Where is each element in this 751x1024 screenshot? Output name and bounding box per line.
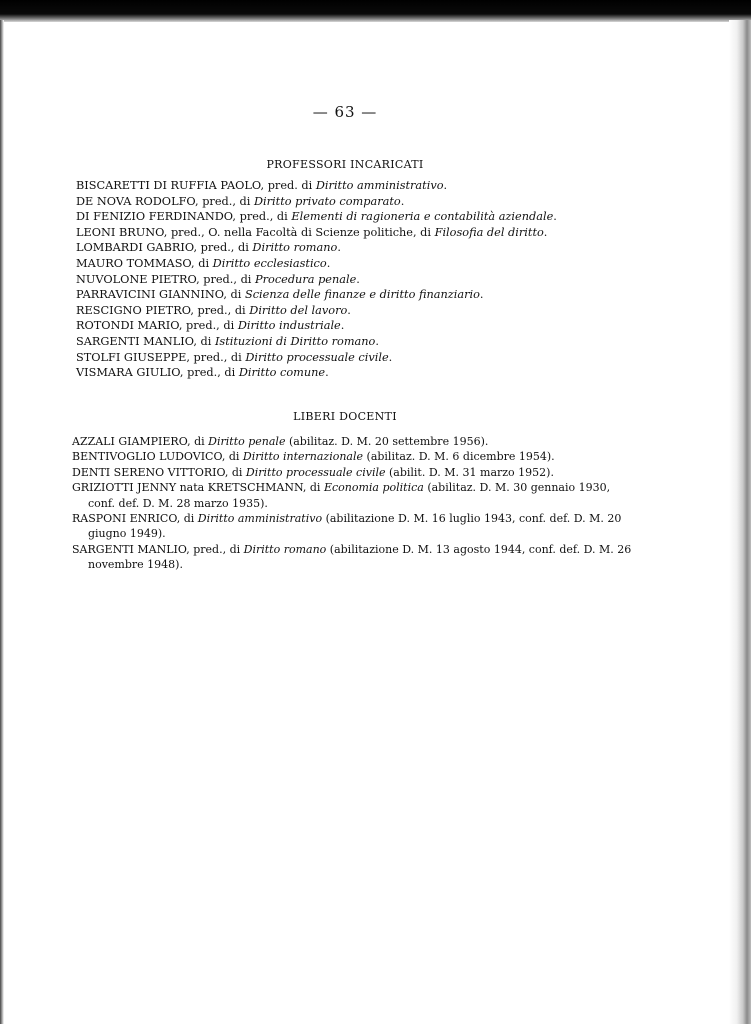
list-item bbox=[76, 365, 636, 381]
entry-tail: . bbox=[543, 225, 548, 239]
entry-mid: , pred., di bbox=[186, 542, 244, 556]
entry-mid: , pred., di bbox=[186, 350, 246, 364]
entry-subject: Diritto amministrativo bbox=[197, 512, 323, 526]
list-item bbox=[72, 465, 632, 480]
entry-name: RESCIGNO PIETRO bbox=[76, 303, 191, 317]
list-item bbox=[76, 209, 636, 225]
entry-tail: . bbox=[553, 210, 557, 224]
entry-mid: , pred., di bbox=[195, 194, 254, 208]
entry-tail: . bbox=[326, 256, 331, 270]
list-item bbox=[72, 480, 632, 511]
entry-tail: (abilitazione D. M. 16 luglio 1943, conf. def. D. M. 20 giugno 1949). bbox=[88, 512, 622, 541]
entry-tail: (abilitaz. D. M. 30 gennaio 1930, conf. def. D. M. 28 marzo 1935). bbox=[88, 481, 611, 510]
entry-name: PARRAVICINI GIANNINO bbox=[76, 288, 224, 302]
entry-subject: Diritto amministrativo bbox=[315, 179, 444, 192]
entry-name: DI FENIZIO FERDINANDO bbox=[76, 210, 233, 224]
list-item bbox=[76, 240, 636, 256]
list-item bbox=[72, 511, 632, 542]
entry-mid: , pred., di bbox=[190, 303, 250, 317]
entry-subject: Procedura penale bbox=[255, 272, 357, 286]
list-item bbox=[76, 303, 636, 319]
heading-liberi-docenti: LIBERI DOCENTI bbox=[293, 410, 397, 423]
entry-name: AZZALI GIAMPIERO bbox=[72, 435, 188, 448]
page-number: — 63 — bbox=[312, 103, 378, 121]
entry-subject: Diritto penale bbox=[208, 435, 286, 448]
entry-mid: , di bbox=[193, 334, 215, 348]
entry-name: BISCARETTI DI RUFFIA PAOLO bbox=[76, 179, 261, 192]
entry-tail: . bbox=[400, 194, 405, 208]
list-item bbox=[76, 287, 636, 303]
entry-name: STOLFI GIUSEPPE bbox=[76, 350, 187, 364]
entry-name: LEONI BRUNO bbox=[76, 225, 164, 239]
entry-tail: . bbox=[340, 319, 345, 333]
entry-tail: (abilitaz. D. M. 20 settembre 1956). bbox=[285, 435, 489, 448]
entry-name: SARGENTI MANLIO bbox=[76, 334, 194, 348]
entry-mid: , pred., di bbox=[232, 210, 292, 224]
professori-list bbox=[76, 178, 636, 381]
entry-tail: (abilitaz. D. M. 6 dicembre 1954). bbox=[363, 450, 555, 464]
entry-subject: Diritto processuale civile bbox=[245, 350, 389, 364]
entry-subject: Diritto privato comparato bbox=[253, 194, 401, 208]
entry-subject: Economia politica bbox=[323, 481, 424, 495]
entry-tail: . bbox=[356, 272, 360, 286]
entry-mid: , di bbox=[224, 465, 246, 479]
entry-mid: , di bbox=[223, 288, 245, 302]
entry-subject: Diritto comune bbox=[238, 366, 326, 380]
entry-subject: Scienza delle finanze e diritto finanziario bbox=[244, 288, 480, 302]
list-item bbox=[76, 318, 636, 334]
entry-subject: Diritto romano bbox=[243, 542, 327, 556]
entry-subject: Diritto del lavoro bbox=[249, 303, 348, 317]
entry-name: NUVOLONE PIETRO bbox=[76, 272, 197, 286]
entry-name: DE NOVA RODOLFO bbox=[76, 194, 196, 208]
list-item bbox=[76, 334, 636, 350]
list-item bbox=[72, 542, 632, 573]
entry-subject: Filosofia del diritto bbox=[434, 225, 544, 239]
entry-mid: , di bbox=[221, 450, 243, 464]
entry-name: BENTIVOGLIO LUDOVICO bbox=[72, 450, 222, 464]
list-item bbox=[72, 434, 632, 449]
list-item bbox=[76, 272, 636, 288]
list-item bbox=[76, 225, 636, 241]
entry-mid: , pred., di bbox=[178, 319, 238, 333]
list-item bbox=[76, 194, 636, 210]
entry-tail: (abilit. D. M. 31 marzo 1952). bbox=[385, 465, 554, 479]
entry-mid: , di bbox=[176, 512, 198, 526]
list-item bbox=[72, 449, 632, 464]
entry-name: RASPONI ENRICO bbox=[72, 512, 177, 526]
entry-name: MAURO TOMMASO bbox=[76, 256, 192, 270]
entry-name: DENTI SERENO VITTORIO bbox=[72, 465, 225, 479]
entry-subject: Diritto ecclesiastico bbox=[212, 256, 327, 270]
entry-mid: , pred., di bbox=[193, 241, 253, 255]
entry-mid: , di bbox=[187, 435, 209, 448]
entry-subject: Istituzioni di Diritto romano bbox=[214, 334, 376, 348]
entry-name: SARGENTI MANLIO bbox=[72, 542, 187, 556]
entry-subject: Elementi di ragioneria e contabilità aziendale bbox=[291, 210, 554, 224]
entry-mid: , pred., di bbox=[179, 366, 239, 380]
scan-right-edge bbox=[729, 20, 751, 1024]
entry-subject: Diritto processuale civile bbox=[245, 465, 386, 479]
entry-subject: Diritto industriale bbox=[237, 319, 341, 333]
entry-mid: , pred., O. nella Facoltà di Scienze politiche, di bbox=[163, 225, 435, 239]
entry-tail: . bbox=[443, 179, 448, 192]
list-item bbox=[76, 256, 636, 272]
entry-tail: (abilitazione D. M. 13 agosto 1944, conf. def. D. M. 26 novembre 1948). bbox=[88, 542, 632, 572]
entry-name: LOMBARDI GABRIO bbox=[76, 241, 194, 255]
entry-mid: , di bbox=[191, 256, 213, 270]
entry-mid: , pred., di bbox=[196, 272, 256, 286]
entry-tail: . bbox=[325, 366, 329, 380]
entry-tail: . bbox=[375, 334, 379, 348]
entry-name: ROTONDI MARIO bbox=[76, 319, 179, 333]
entry-tail: . bbox=[479, 288, 484, 302]
scan-top-edge bbox=[0, 0, 751, 22]
entry-tail: . bbox=[337, 241, 341, 255]
liberi-docenti-list bbox=[72, 434, 632, 573]
entry-subject: Diritto internazionale bbox=[242, 450, 364, 464]
entry-name: VISMARA GIULIO bbox=[76, 366, 180, 380]
list-item bbox=[76, 350, 636, 366]
entry-tail: . bbox=[347, 303, 351, 317]
entry-mid: nata KRETSCHMANN, di bbox=[176, 481, 324, 495]
entry-mid: , pred. di bbox=[260, 179, 316, 192]
entry-tail: . bbox=[388, 350, 393, 364]
heading-professori-incaricati: PROFESSORI INCARICATI bbox=[266, 158, 424, 171]
entry-subject: Diritto romano bbox=[252, 241, 338, 255]
list-item bbox=[76, 178, 636, 194]
entry-name: GRIZIOTTI JENNY bbox=[72, 481, 177, 495]
